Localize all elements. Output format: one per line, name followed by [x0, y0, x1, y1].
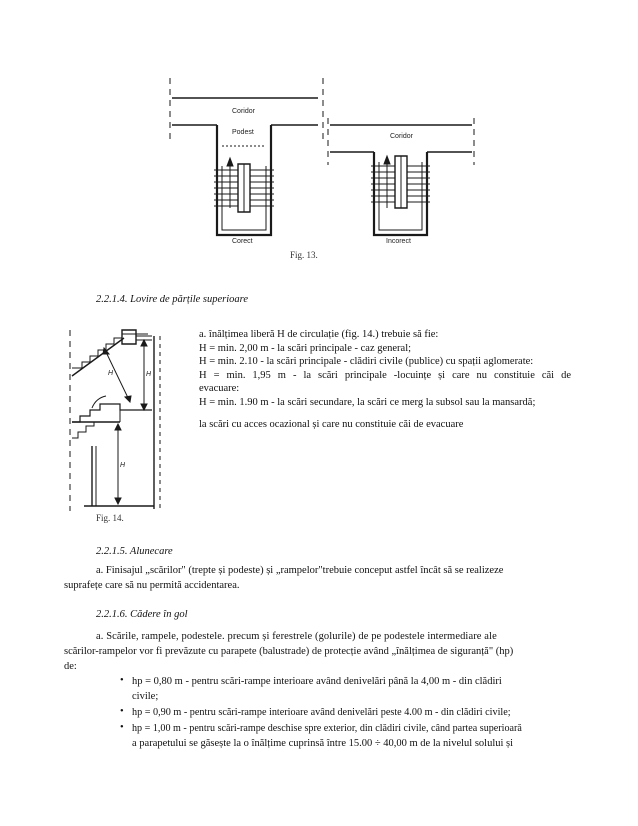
figure-13-caption: Fig. 13.	[290, 250, 318, 260]
label-podest: Podest	[232, 129, 254, 136]
label-coridor-left: Coridor	[232, 108, 255, 115]
figure-14-caption: Fig. 14.	[96, 513, 124, 523]
section-2215-heading: 2.2.1.5. Alunecare	[96, 546, 173, 557]
text-line: H = min. 1,95 m - la scări principale -locuințe și care nu constituie căi de	[199, 369, 571, 381]
text-line: H = min. 2.10 - la scări principale - clădiri civile (publice) cu spații aglomerate:	[199, 356, 534, 368]
figure-13	[160, 70, 490, 265]
section-2214-text	[199, 328, 571, 431]
fig14-label-h-upper: H	[146, 371, 152, 378]
bullet-1-line1: hp = 0,80 m - pentru scări-rampe interioare având denivelări până la 4,00 m - din clădiri	[132, 676, 502, 687]
section-2216-intro1: a. Scările, rampele, podestele. precum și ferestrele (golurile) de pe podestele intermediare ale	[96, 631, 497, 642]
text-line: a. înălțimea liberă H de circulație (fig. 14.) trebuie să fie:	[199, 329, 439, 340]
bullet-dot: •	[120, 706, 124, 717]
bullet-3-line1: hp = 1,00 m - pentru scări-rampe deschise spre exterior, din clădiri civile, când partea superioară	[132, 723, 522, 734]
fig14-label-h-diag: H	[108, 370, 114, 377]
label-coridor-right: Coridor	[390, 133, 413, 140]
label-incorect: Incorect	[386, 238, 411, 245]
figure-14-drawing	[64, 326, 174, 516]
bullet-dot: •	[120, 722, 124, 733]
bullet-3-line2: a parapetului se găsește la o înălțime cuprinsă între 15.00 ÷ 40,00 m de la nivelul solului și	[132, 738, 514, 749]
text-line: la scări cu acces ocazional și care nu constituie căi de evacuare	[199, 418, 464, 430]
section-2216-intro2: scărilor-rampelor vor fi prevăzute cu parapete (balustrade) de protecție având „înălțimea de siguranță" (hp)	[64, 646, 514, 657]
figure-14	[64, 326, 174, 516]
label-corect: Corect	[232, 238, 253, 245]
text-line: H = min. 1.90 m - la scări secundare, la scări ce merg la subsol sau la mansardă;	[199, 396, 536, 408]
bullet-1-line2: civile;	[132, 691, 159, 702]
section-2216-intro3: de:	[64, 661, 77, 672]
section-2214-heading: 2.2.1.4. Lovire de părțile superioare	[96, 294, 249, 305]
text-line: evacuare:	[199, 383, 240, 395]
figure-13-drawing	[160, 70, 490, 265]
bullet-dot: •	[120, 675, 124, 686]
fig14-label-h-lower: H	[120, 462, 126, 469]
bullet-2-line1: hp = 0,90 m - pentru scări-rampe interioare având denivelări peste 4.00 m - din clădiri civile;	[132, 707, 511, 718]
section-2215-line1: a. Finisajul „scărilor" (trepte și podeste) și „rampelor"trebuie conceput astfel încât să se realizeze	[96, 565, 504, 576]
text-line: H = min. 2,00 m - la scări principale - caz general;	[199, 342, 412, 354]
section-2215-line2: suprafețe care să nu permită accidentarea.	[64, 580, 240, 591]
section-2216-heading: 2.2.1.6. Cădere în gol	[96, 609, 188, 620]
